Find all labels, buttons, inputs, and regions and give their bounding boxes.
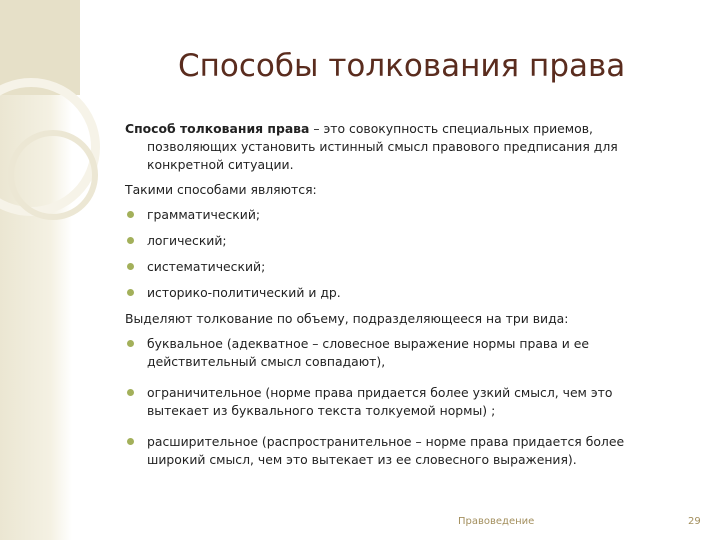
list-item-text: буквальное (адекватное – словесное выражение нормы права и ее действительный смысл совпадают),: [147, 336, 589, 369]
list-item-text: ограничительное (норме права придается более узкий смысл, чем это вытекает из буквального текста толкуемой нормы) ;: [147, 385, 613, 418]
list-item: [125, 206, 645, 224]
list-item-text: расширительное (распространительное – норме права придается более широкий смысл, чем это вытекает из ее словесного выражения).: [147, 434, 625, 467]
list-item-text: логический;: [147, 233, 227, 248]
list-item: [125, 335, 645, 371]
bullet-icon: [127, 389, 134, 396]
bullet-icon: [127, 289, 134, 296]
bullet-icon: [127, 438, 134, 445]
list-item-text: систематический;: [147, 259, 266, 274]
scope-types-list: [125, 335, 645, 469]
footer-label: Правоведение: [458, 516, 535, 527]
list-item-text: историко-политический и др.: [147, 285, 341, 300]
bullet-icon: [127, 211, 134, 218]
bullet-icon: [127, 237, 134, 244]
list-item-text: грамматический;: [147, 207, 261, 222]
decorative-ring-small: [8, 130, 98, 220]
definition-term: Способ толкования права: [125, 121, 310, 136]
bullet-icon: [127, 263, 134, 270]
definition-text: – это совокупность специальных приемов, позволяющих установить истинный смысл правового предписания для конкретной ситуации.: [147, 121, 618, 172]
slide-title: Способы толкования права: [178, 48, 626, 84]
slide-content: [125, 120, 645, 482]
methods-intro: Такими способами являются:: [125, 182, 317, 197]
list-item: [125, 232, 645, 250]
list-item: [125, 284, 645, 302]
scope-intro: Выделяют толкование по объему, подразделяющееся на три вида:: [125, 311, 569, 326]
list-item: [125, 384, 645, 420]
page-number: 29: [688, 516, 701, 527]
definition-paragraph: [125, 120, 645, 174]
methods-list: [125, 206, 645, 302]
bullet-icon: [127, 340, 134, 347]
list-item: [125, 433, 645, 469]
list-item: [125, 258, 645, 276]
